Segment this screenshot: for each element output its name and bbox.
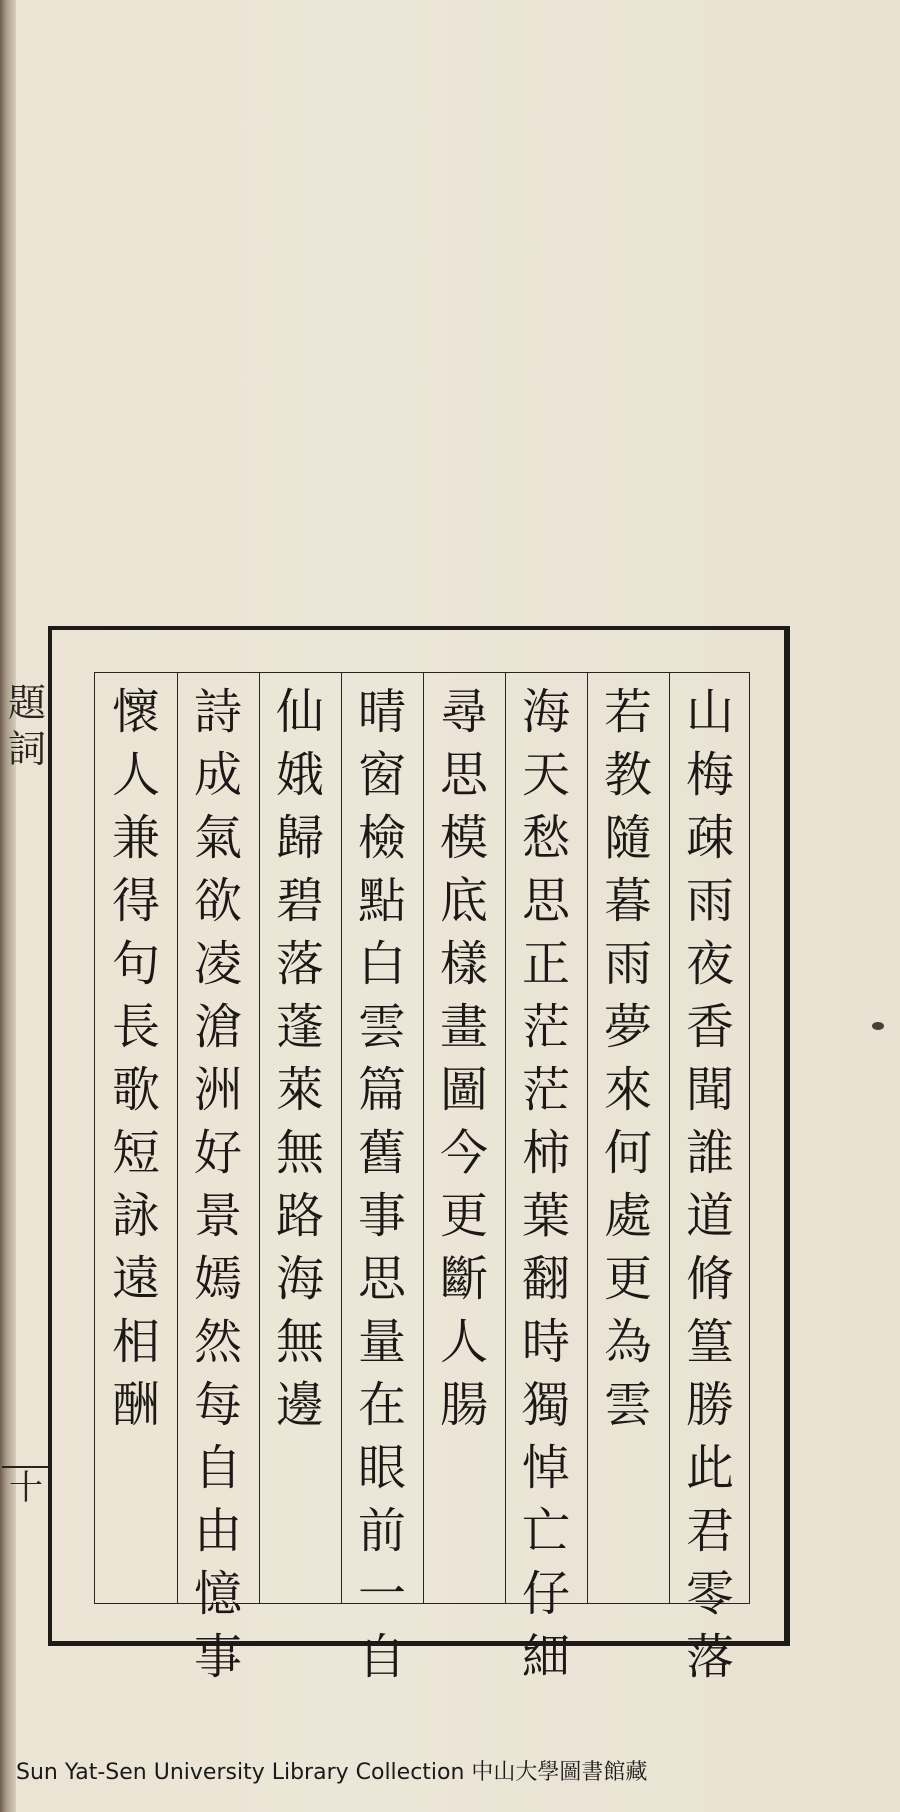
book-spine-edge bbox=[0, 0, 16, 1812]
paper-stain bbox=[872, 1022, 884, 1030]
text-column-7: 詩成氣欲凌滄洲好景嫣然每自由憶事 bbox=[193, 684, 242, 1685]
text-column-5: 晴窗檢點白雲篇舊事思量在眼前一自 bbox=[357, 684, 406, 1685]
text-column-6: 仙娥歸碧落蓬萊無路海無邊 bbox=[275, 684, 324, 1433]
text-column-1: 山梅疎雨夜香聞誰道脩篁勝此君零落 bbox=[685, 684, 734, 1685]
text-column-2: 若教隨暮雨夢來何處更為雲 bbox=[603, 684, 652, 1433]
margin-page-number: 十 bbox=[2, 1466, 50, 1508]
margin-title: 題詞 bbox=[7, 681, 46, 771]
library-caption: Sun Yat-Sen University Library Collection 中山大學圖書館藏 bbox=[16, 1760, 648, 1785]
text-column-8: 懷人兼得句長歌短詠遠相酬 bbox=[111, 684, 160, 1433]
text-column-3: 海天愁思正茫茫柿葉翻時獨悼亡仔細 bbox=[521, 684, 570, 1685]
text-column-4: 尋思模底樣畫圖今更斷人腸 bbox=[439, 684, 488, 1433]
text-grid bbox=[94, 672, 750, 1685]
